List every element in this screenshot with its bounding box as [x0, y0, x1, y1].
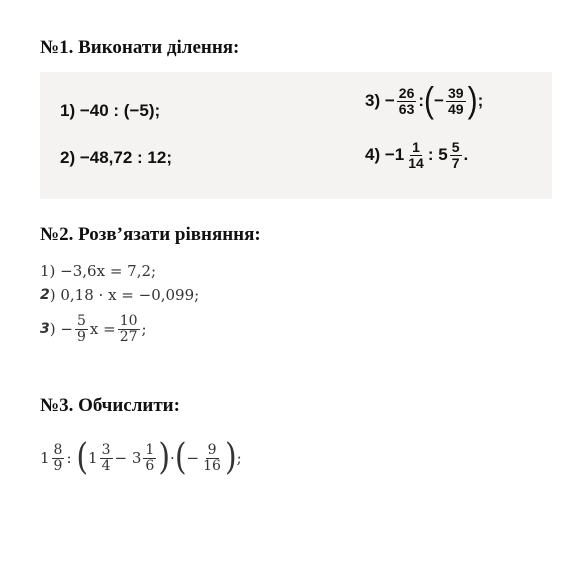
task2-equation-3: 3 ) − $\frac{5}{9}$ x = $\frac{10}{27}$ ; [40, 313, 147, 345]
task2-equation-2: 2 ) 0,18 · x = −0,099; [40, 286, 200, 304]
task3-expression: 1 $\frac{8}{9}$ : ( 1 $\frac{3}{4}$ − 3 $\frac{1}{6}$ ) · ( − $\frac{9}{16}$ ) ; [40, 436, 242, 479]
task1-item-4: 4) − 1 $\frac{1}{14}$ : 5 $\frac{5}{7}$ . [365, 139, 469, 171]
fraction: $\frac{39}{49}$ [447, 85, 464, 117]
task1-item-3: 3) − $\frac{26}{63}$ : ( − $\frac{39}{49}$ ) ; [365, 80, 484, 121]
task1-heading: №1. Виконати ділення: [40, 37, 240, 58]
fraction: $\frac{10}{27}$ [119, 313, 138, 345]
task3-heading: №3. Обчислити: [40, 395, 180, 416]
fraction: $\frac{9}{16}$ [203, 442, 221, 474]
handwritten-mark: 2 [40, 287, 50, 303]
fraction: $\frac{3}{4}$ [101, 442, 111, 474]
task2-equation-1: 1) −3,6x = 7,2; [40, 262, 157, 280]
fraction: $\frac{1}{14}$ [408, 139, 424, 171]
fraction: $\frac{26}{63}$ [398, 85, 415, 117]
task2-heading: №2. Розв’язати рівняння: [40, 224, 261, 245]
fraction: $\frac{1}{6}$ [145, 442, 155, 474]
handwritten-mark: 3 [40, 321, 50, 338]
fraction: $\frac{5}{9}$ [76, 313, 86, 345]
task1-item-2: 2) −48,72 : 12; [60, 148, 172, 167]
task1-item-1: 1) −40 : (−5); [60, 101, 161, 120]
fraction: $\frac{5}{7}$ [451, 139, 460, 171]
fraction: $\frac{8}{9}$ [53, 442, 63, 474]
